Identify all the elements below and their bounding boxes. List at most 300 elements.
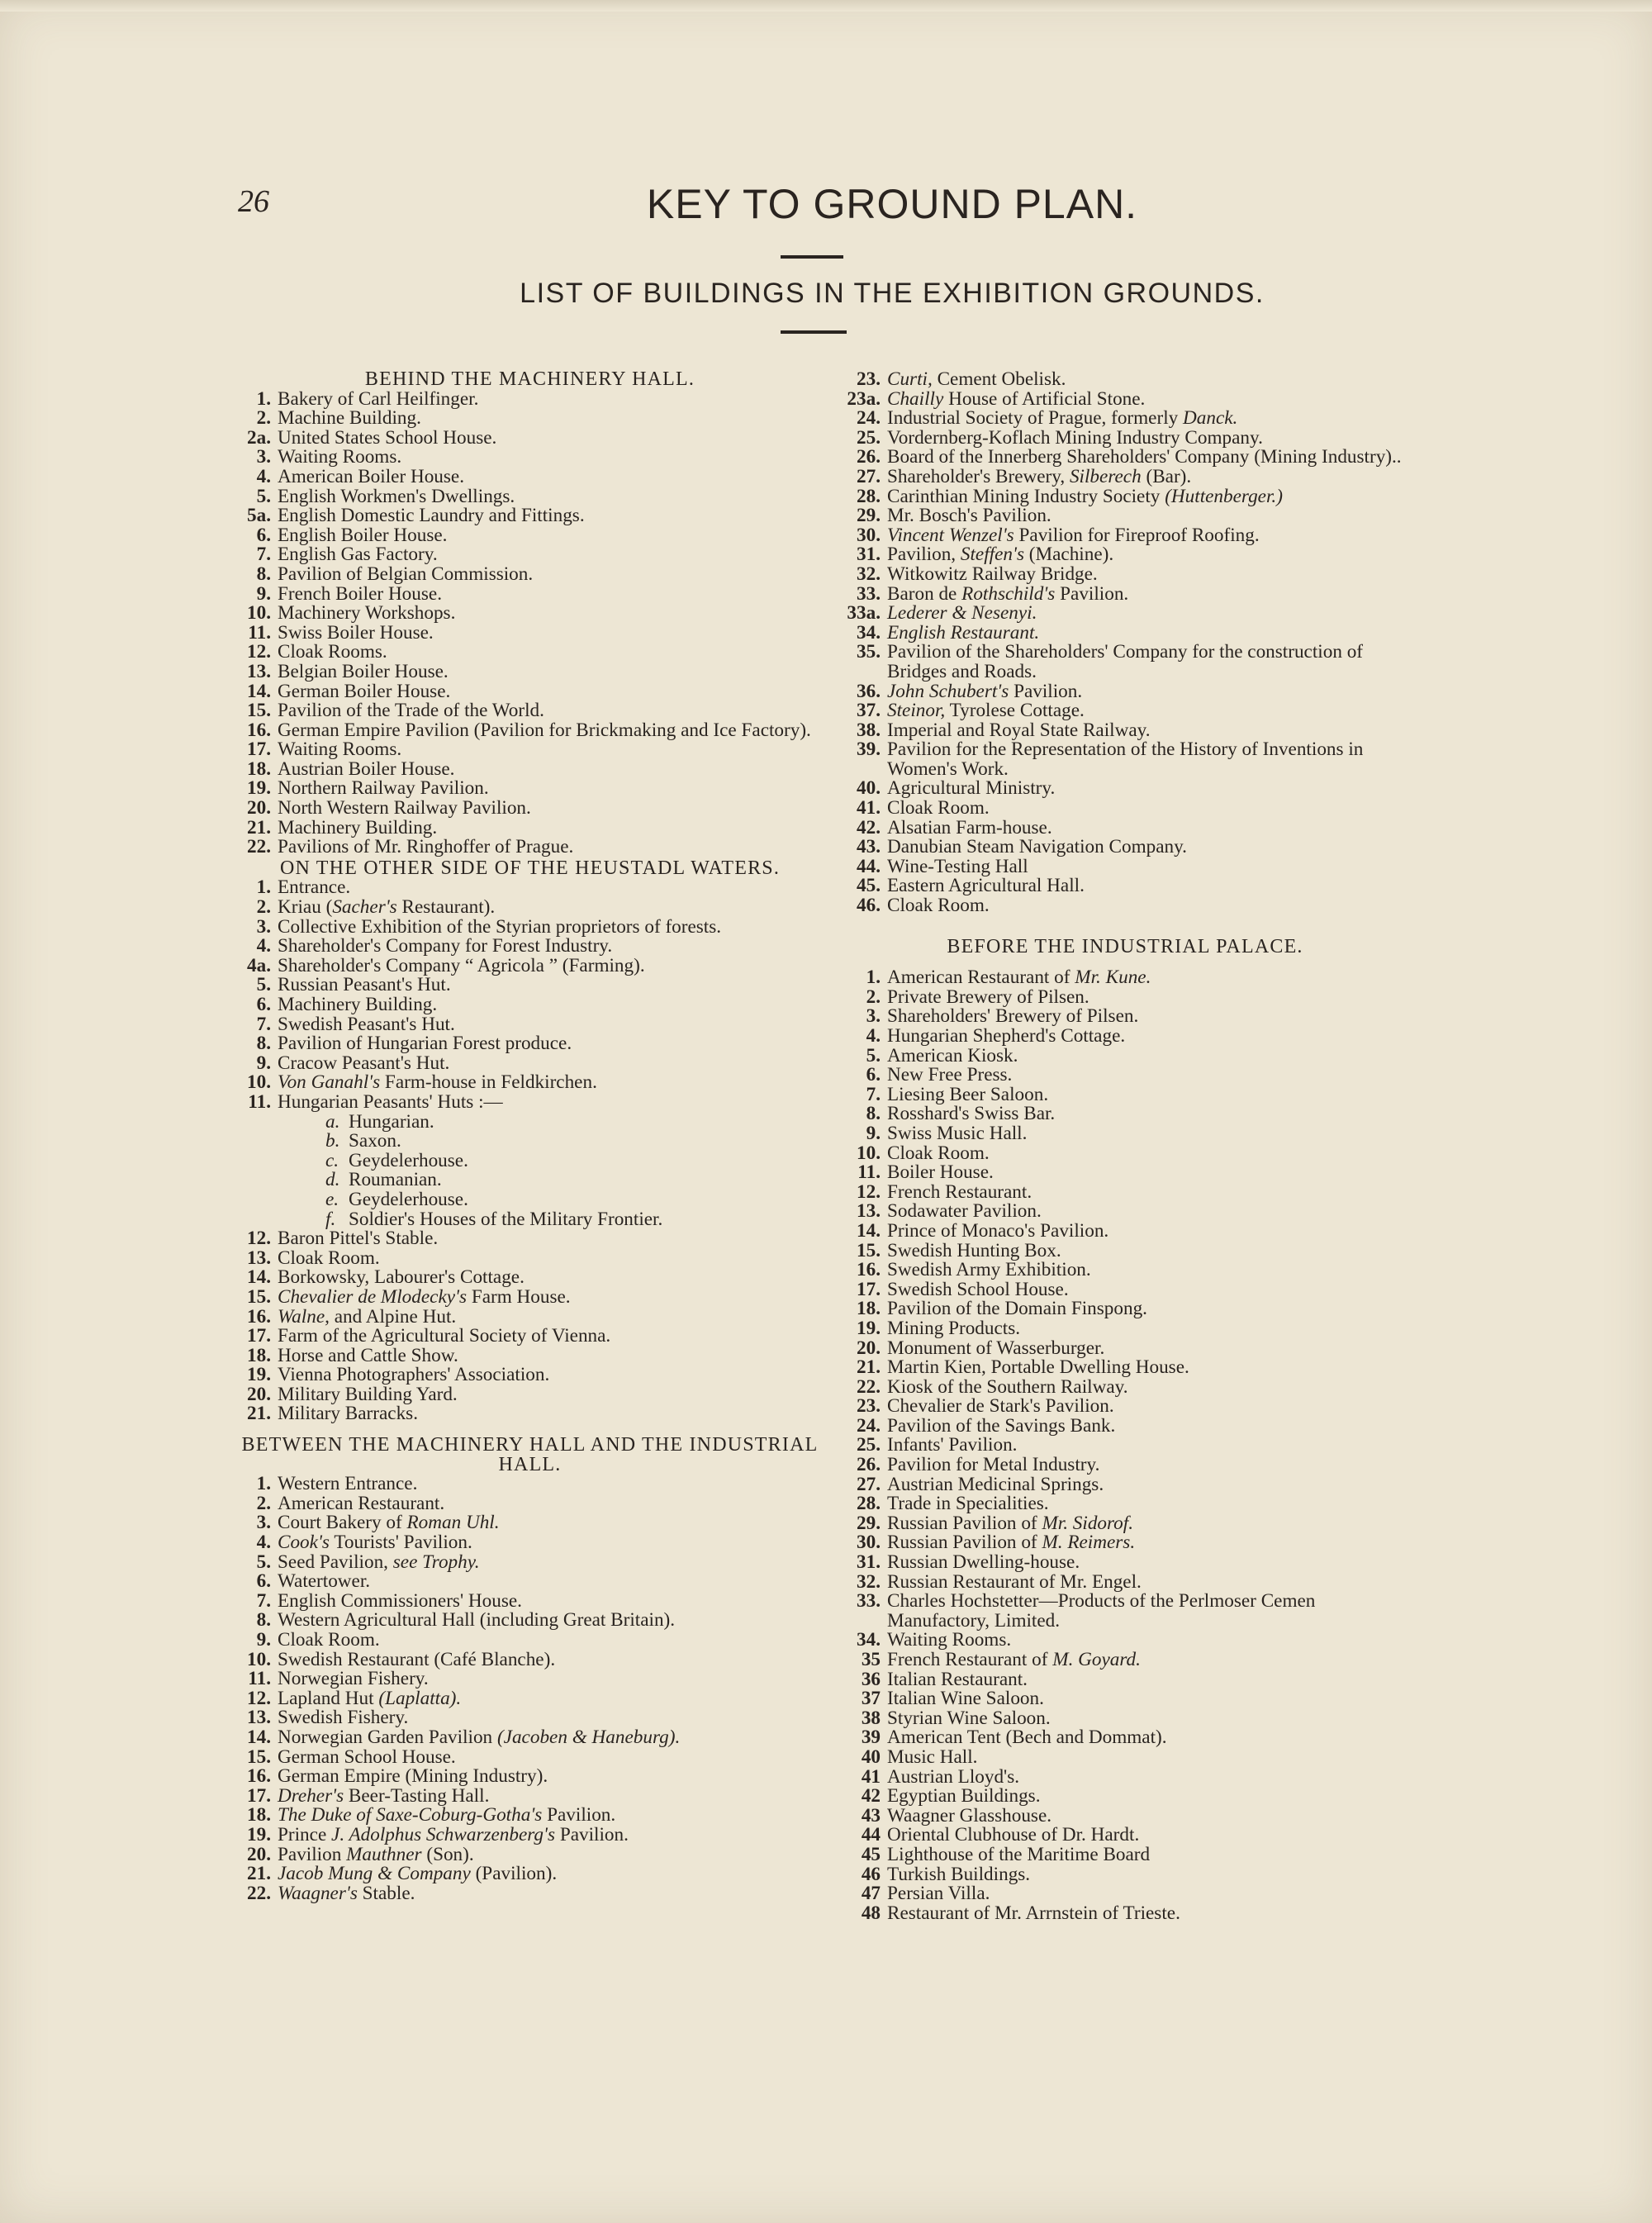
list-item — [235, 660, 825, 682]
list-item — [235, 1648, 825, 1670]
list-item — [235, 1767, 825, 1787]
subtitle-rule — [781, 330, 847, 334]
item-number: 4. — [256, 465, 271, 487]
item-text: Cloak Room. — [887, 1142, 990, 1164]
item-number: 11. — [857, 1161, 881, 1184]
item-number: 35. — [857, 641, 881, 663]
item-number: 13. — [857, 1200, 881, 1223]
item-text-part: Kriau ( — [278, 896, 333, 919]
item-text: Prince of Monaco's Pavilion. — [887, 1219, 1109, 1242]
list-item — [235, 506, 825, 526]
list-item — [844, 1651, 1406, 1670]
item-number: 45 — [861, 1843, 881, 1865]
item-number: 22. — [857, 1375, 881, 1398]
item-number: 13. — [247, 660, 271, 682]
item-number: 27. — [857, 1473, 881, 1495]
list-item — [235, 1884, 825, 1904]
item-number: 35 — [861, 1649, 881, 1670]
item-text-part: Tourists' Pavilion. — [329, 1532, 472, 1554]
item-text — [887, 968, 1406, 988]
item-text-italic: M. Goyard. — [1052, 1649, 1141, 1670]
item-text — [278, 1884, 825, 1904]
item-number: 23a. — [847, 387, 881, 410]
item-text-italic: M. Reimers. — [1042, 1532, 1136, 1554]
item-letter: f. — [325, 1208, 336, 1230]
item-text: Kiosk of the Southern Railway. — [887, 1375, 1128, 1398]
between-halls-list — [235, 1475, 825, 1903]
item-number: 11. — [248, 1090, 271, 1113]
item-number: 23. — [857, 368, 881, 390]
item-number: 15. — [247, 1285, 271, 1308]
list-item — [235, 545, 825, 565]
list-item — [844, 1144, 1406, 1164]
item-text — [887, 545, 1406, 565]
list-item — [844, 565, 1406, 585]
item-number: 36. — [857, 680, 881, 702]
item-text-italic: The Duke of Saxe-Coburg-Gotha's — [278, 1804, 543, 1826]
list-item — [844, 1845, 1406, 1865]
list-item — [844, 1533, 1406, 1553]
list-item — [844, 1085, 1406, 1105]
item-text: American Tent (Bech and Dommat). — [887, 1727, 1167, 1749]
item-number: 1. — [256, 876, 271, 899]
item-number: 18. — [857, 1298, 881, 1320]
item-number: 26. — [857, 446, 881, 468]
list-item — [235, 604, 825, 624]
item-text: Waagner Glasshouse. — [887, 1804, 1052, 1826]
list-item — [844, 1436, 1406, 1456]
item-number: 9. — [256, 1052, 271, 1074]
item-number: 15. — [857, 1239, 881, 1261]
page-subtitle-text: LIST OF BUILDINGS IN THE EXHIBITION GROUNDS. — [520, 278, 1265, 309]
item-text: Russian Restaurant of Mr. Engel. — [887, 1570, 1142, 1593]
item-text: Swiss Boiler House. — [278, 621, 434, 644]
list-item — [235, 1533, 825, 1553]
list-item — [235, 1268, 825, 1288]
list-item — [844, 387, 1406, 410]
item-text-part: Pavilion, — [887, 544, 961, 566]
list-item — [235, 1249, 825, 1269]
list-item — [844, 1631, 1406, 1651]
item-text-italic: Mauthner — [346, 1843, 422, 1865]
item-text: New Free Press. — [887, 1064, 1013, 1086]
list-item — [235, 465, 825, 487]
list-item — [844, 1104, 1406, 1124]
item-text: Western Entrance. — [278, 1473, 418, 1495]
item-text: German Boiler House. — [278, 680, 451, 702]
list-item — [844, 816, 1406, 838]
item-number: 11. — [248, 1668, 271, 1690]
item-text: Pavilion of the Domain Finspong. — [887, 1298, 1147, 1320]
item-text: Pavilion of Hungarian Forest produce. — [278, 1033, 572, 1055]
list-item — [844, 1280, 1406, 1300]
list-item — [844, 1163, 1406, 1183]
item-number: 17. — [247, 1784, 271, 1807]
list-item — [235, 760, 825, 780]
item-text: Pavilion for Metal Industry. — [887, 1454, 1100, 1476]
item-text-italic: Roman Uhl. — [406, 1512, 500, 1534]
item-text-italic: Silberech — [1069, 465, 1142, 487]
section-heading: BEFORE THE INDUSTRIAL PALACE. — [947, 935, 1303, 957]
item-text: Baron Pittel's Stable. — [278, 1228, 439, 1250]
list-item — [844, 1414, 1406, 1437]
item-text: Swedish Hunting Box. — [887, 1239, 1061, 1261]
list-item — [235, 1611, 825, 1631]
list-item — [844, 779, 1406, 799]
item-text-part: Carinthian Mining Industry Society — [887, 485, 1165, 507]
section-heading: BEHIND THE MACHINERY HALL. — [364, 368, 695, 390]
item-number: 18. — [247, 758, 271, 780]
list-item — [844, 1456, 1406, 1475]
item-text: Pavilion of the Shareholders' Company for the construction of Bridges and Roads. — [887, 641, 1364, 682]
item-number: 24. — [857, 407, 881, 430]
item-text: French Restaurant. — [887, 1180, 1032, 1203]
item-text: Geydelerhouse. — [349, 1149, 468, 1171]
item-text: Oriental Clubhouse of Dr. Hardt. — [887, 1824, 1140, 1846]
item-number: 6. — [866, 1064, 881, 1086]
item-number: 46 — [861, 1863, 881, 1885]
item-text: United States School House. — [278, 426, 497, 449]
item-text: Danubian Steam Navigation Company. — [887, 836, 1187, 858]
item-number: 32. — [857, 1570, 881, 1593]
item-text: Collective Exhibition of the Styrian proprietors of forests. — [278, 915, 722, 938]
item-text-part: Prince — [278, 1823, 332, 1845]
item-number: 14. — [247, 680, 271, 702]
item-text: Private Brewery of Pilsen. — [887, 986, 1089, 1008]
item-text: Entrance. — [278, 876, 351, 899]
list-item — [235, 426, 825, 449]
list-item — [235, 1631, 825, 1651]
item-text: American Restaurant. — [278, 1492, 445, 1514]
list-item — [844, 799, 1406, 819]
item-text-part: Pavilion. — [555, 1823, 629, 1845]
list-item — [235, 1823, 825, 1845]
item-text: Agricultural Ministry. — [887, 777, 1056, 800]
item-number: 29. — [857, 505, 881, 527]
list-item — [844, 582, 1406, 605]
item-text: Bakery of Carl Heilfinger. — [278, 387, 479, 410]
item-text-italic: Curti, — [887, 368, 933, 390]
item-number: 41. — [857, 797, 881, 819]
item-text-part: Russian Pavilion of — [887, 1532, 1042, 1554]
item-text: Hungarian Peasants' Huts :— — [278, 1090, 503, 1113]
item-number: 15. — [247, 700, 271, 722]
item-text: Swedish Army Exhibition. — [887, 1259, 1091, 1281]
list-item — [844, 1748, 1406, 1768]
item-number: 18. — [247, 1344, 271, 1366]
item-number: 19. — [247, 1823, 271, 1845]
item-text: Rosshard's Swiss Bar. — [887, 1103, 1056, 1125]
item-number: 7. — [866, 1083, 881, 1105]
item-text-italic: (Huttenberger.) — [1165, 485, 1283, 507]
list-item — [235, 565, 825, 585]
item-number: 22. — [247, 1882, 271, 1904]
list-item — [844, 1592, 1406, 1631]
item-text: Cloak Room. — [278, 1247, 380, 1269]
item-number: 9. — [866, 1122, 881, 1144]
list-item — [844, 426, 1406, 449]
item-text-italic: see Trophy. — [392, 1551, 480, 1573]
list-item — [235, 1229, 825, 1249]
item-number: 7. — [256, 1589, 271, 1612]
list-item — [235, 838, 825, 857]
page-title-text: KEY TO GROUND PLAN. — [646, 181, 1138, 227]
list-item — [844, 604, 1406, 624]
item-number: 9. — [256, 582, 271, 605]
item-number: 5. — [256, 974, 271, 996]
item-text: Norwegian Fishery. — [278, 1668, 429, 1690]
list-item — [844, 1689, 1406, 1709]
list-item — [235, 1513, 825, 1533]
item-text-part: Seed Pavilion, — [278, 1551, 393, 1573]
list-item — [235, 621, 825, 644]
item-text-italic: Chailly — [887, 387, 944, 410]
item-text: Geydelerhouse. — [349, 1188, 468, 1210]
item-text-italic: (Jacoben & Haneburg). — [496, 1726, 681, 1748]
item-text-italic: Lederer & Nesenyi. — [887, 602, 1037, 625]
item-text-part: Lapland Hut — [278, 1687, 379, 1709]
item-number: 2. — [256, 407, 271, 430]
item-text: Italian Wine Saloon. — [887, 1688, 1044, 1710]
item-number: 33a. — [847, 602, 881, 625]
list-item — [235, 740, 825, 760]
item-text: Liesing Beer Saloon. — [887, 1083, 1049, 1105]
item-text-italic: (Laplatta). — [378, 1687, 462, 1709]
item-text: Hungarian. — [349, 1110, 434, 1133]
item-text: Boiler House. — [887, 1161, 994, 1184]
item-number: 26. — [857, 1454, 881, 1476]
item-text — [278, 1845, 825, 1865]
item-number: 17. — [857, 1278, 881, 1300]
item-number: 1. — [256, 387, 271, 410]
item-text: Russian Dwelling-house. — [887, 1551, 1080, 1574]
item-letter: a. — [325, 1110, 340, 1133]
item-text-part: (Son). — [421, 1843, 474, 1865]
item-number: 14. — [247, 1726, 271, 1748]
item-number: 21. — [247, 816, 271, 838]
list-item — [235, 701, 825, 721]
item-number: 17. — [247, 739, 271, 761]
item-number: 10. — [247, 1071, 271, 1094]
list-item — [235, 976, 825, 995]
item-text: Belgian Boiler House. — [278, 660, 449, 682]
item-text: American Kiosk. — [887, 1044, 1018, 1066]
item-number: 27. — [857, 465, 881, 487]
item-number: 16. — [247, 1765, 271, 1788]
list-item — [235, 1864, 825, 1884]
item-text: English Workmen's Dwellings. — [278, 485, 515, 507]
item-number: 5. — [256, 485, 271, 507]
item-number: 6. — [256, 524, 271, 546]
list-item — [844, 526, 1406, 546]
item-text: American Boiler House. — [278, 465, 465, 487]
item-text-part: Tyrolese Cottage. — [945, 700, 1085, 722]
item-text: Watertower. — [278, 1570, 371, 1593]
item-number: 37. — [857, 700, 881, 722]
item-text: Martin Kien, Portable Dwelling House. — [887, 1356, 1189, 1379]
list-item — [235, 1366, 825, 1385]
list-item — [844, 1007, 1406, 1027]
item-text — [887, 1514, 1406, 1534]
list-item — [235, 1553, 825, 1573]
item-number: 12. — [247, 1228, 271, 1250]
item-text-part: Beer-Tasting Hall. — [344, 1784, 490, 1807]
list-item — [844, 701, 1406, 721]
page-subtitle — [0, 278, 1652, 310]
list-item — [235, 1572, 825, 1592]
list-item — [235, 954, 825, 976]
item-text: Cloak Room. — [278, 1629, 380, 1651]
list-item — [235, 487, 825, 507]
item-number: 16. — [247, 1305, 271, 1328]
list-item — [235, 1090, 825, 1113]
list-item — [844, 621, 1406, 644]
item-number: 23. — [857, 1395, 881, 1418]
list-item — [235, 1728, 825, 1748]
item-number: 45. — [857, 875, 881, 897]
item-number: 28. — [857, 485, 881, 507]
item-text — [887, 370, 1406, 390]
item-text: Shareholders' Brewery of Pilsen. — [887, 1005, 1139, 1028]
item-text-part: Pavilion. — [542, 1804, 616, 1826]
item-text: Lighthouse of the Maritime Board — [887, 1843, 1151, 1865]
item-number: 43 — [861, 1804, 881, 1826]
list-item — [235, 878, 825, 898]
item-number: 25. — [857, 1434, 881, 1456]
item-number: 21. — [857, 1356, 881, 1379]
page-title — [0, 180, 1652, 228]
item-number: 21. — [247, 1403, 271, 1425]
item-text-part: Industrial Society of Prague, formerly — [887, 407, 1184, 430]
list-item — [844, 465, 1406, 487]
item-text: Pavilion of Belgian Commission. — [278, 563, 534, 585]
right-column — [844, 370, 1406, 1923]
item-number: 32. — [857, 563, 881, 585]
list-item — [235, 1054, 825, 1074]
item-text: Borkowsky, Labourer's Cottage. — [278, 1266, 525, 1289]
item-text: Music Hall. — [887, 1746, 978, 1768]
item-text-part: Cement Obelisk. — [932, 368, 1066, 390]
item-number: 38. — [857, 719, 881, 741]
item-number: 8. — [256, 563, 271, 585]
item-text: Vienna Photographers' Association. — [278, 1364, 550, 1386]
list-item — [235, 1670, 825, 1689]
item-text: Machine Building. — [278, 407, 421, 430]
item-number: 2. — [866, 986, 881, 1008]
item-letter: d. — [325, 1169, 340, 1191]
item-number: 14. — [857, 1219, 881, 1242]
item-text-italic: Walne, — [278, 1305, 330, 1328]
list-item — [844, 1804, 1406, 1826]
item-text: Farm of the Agricultural Society of Vienna. — [278, 1325, 611, 1347]
item-text: Shareholder's Company “ Agricola ” (Farming). — [278, 954, 645, 976]
item-text-italic: Mr. Kune. — [1075, 967, 1151, 989]
item-number: 4a. — [247, 954, 271, 976]
list-item — [235, 387, 825, 410]
list-item — [235, 816, 825, 838]
item-text: Cloak Rooms. — [278, 641, 387, 663]
right-top-list — [844, 370, 1406, 916]
item-text-part: Pavilion. — [1055, 582, 1129, 605]
item-text: Persian Villa. — [887, 1883, 990, 1905]
item-text — [278, 1513, 825, 1533]
item-text — [887, 465, 1406, 487]
item-text: Swedish Peasant's Hut. — [278, 1013, 455, 1035]
list-item — [235, 1708, 825, 1728]
item-text-italic: Von Ganahl's — [278, 1071, 381, 1094]
list-item — [235, 1327, 825, 1347]
item-number: 20. — [247, 797, 271, 819]
item-text-italic: Vincent Wenzel's — [887, 524, 1014, 546]
list-item — [235, 526, 825, 546]
item-text-part: Pavilion. — [1009, 680, 1083, 702]
list-item — [844, 1709, 1406, 1729]
list-item — [844, 988, 1406, 1008]
item-text: Machinery Building. — [278, 816, 438, 838]
item-number: 31. — [857, 1551, 881, 1574]
list-item — [844, 896, 1406, 916]
item-text — [278, 1864, 825, 1884]
list-item — [235, 1385, 825, 1405]
item-text: Hungarian Shepherd's Cottage. — [887, 1025, 1126, 1047]
list-item — [235, 643, 825, 663]
item-number: 30. — [857, 524, 881, 546]
item-number: 40. — [857, 777, 881, 800]
item-text — [278, 1784, 825, 1807]
item-number: 24. — [857, 1414, 881, 1437]
list-item — [844, 643, 1406, 682]
list-item — [235, 1404, 825, 1424]
item-text-part: Court Bakery of — [278, 1512, 407, 1534]
item-number: 29. — [857, 1512, 881, 1534]
item-number: 15. — [247, 1746, 271, 1768]
item-text — [887, 526, 1406, 546]
list-item — [844, 1553, 1406, 1573]
item-text — [278, 1533, 825, 1553]
item-number: 39. — [857, 739, 881, 761]
item-text-part: House of Artificial Stone. — [943, 387, 1146, 410]
item-number: 25. — [857, 426, 881, 449]
list-item — [844, 1865, 1406, 1885]
item-number: 8. — [256, 1609, 271, 1632]
item-text-part: Pavilion — [278, 1843, 347, 1865]
item-number: 16. — [247, 719, 271, 741]
list-item — [235, 1589, 825, 1612]
item-text: Swedish Fishery. — [278, 1707, 409, 1729]
item-number: 28. — [857, 1493, 881, 1515]
list-item — [844, 1475, 1406, 1495]
item-text-italic: Rothschild's — [961, 582, 1056, 605]
item-text: Sodawater Pavilion. — [887, 1200, 1042, 1223]
heustadl-list-continued — [235, 1229, 825, 1424]
list-item — [235, 779, 825, 799]
list-item — [844, 1027, 1406, 1047]
item-text-italic: Dreher's — [278, 1784, 344, 1807]
list-item — [844, 1358, 1406, 1378]
item-text: Austrian Boiler House. — [278, 758, 455, 780]
item-number: 44. — [857, 855, 881, 877]
item-number: 17. — [247, 1325, 271, 1347]
item-text: French Boiler House. — [278, 582, 442, 605]
item-text-italic: Danck. — [1183, 407, 1238, 430]
list-item — [844, 1494, 1406, 1514]
item-number: 3. — [256, 446, 271, 468]
item-number: 34. — [857, 1629, 881, 1651]
item-number: 47 — [861, 1883, 881, 1905]
item-text: Swedish School House. — [887, 1278, 1069, 1300]
item-text-italic: Jacob Mung & Company — [278, 1863, 471, 1885]
item-text: Egyptian Buildings. — [887, 1785, 1041, 1807]
